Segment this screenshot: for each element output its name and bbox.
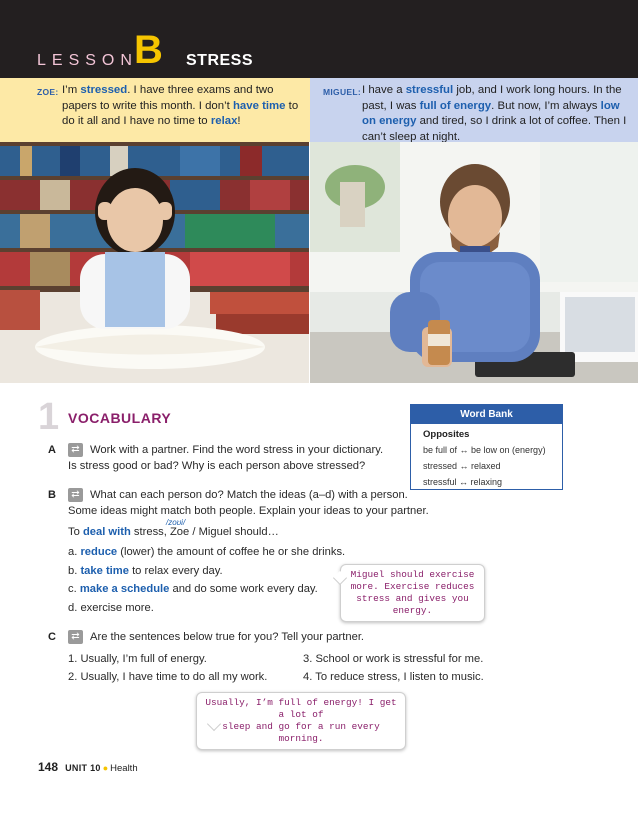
bubble-line: Miguel should exercise — [350, 569, 475, 580]
prompt-keyword: deal with — [82, 526, 131, 538]
exercise-b-prompt — [68, 526, 279, 538]
zoe-library-illustration — [0, 142, 309, 383]
option-text: and do some work every day. — [169, 583, 318, 595]
word-bank-box — [410, 404, 563, 490]
statement-3: 3. School or work is stressful for me. — [303, 653, 484, 665]
miguel-keyword-stressful: stressful — [405, 84, 454, 96]
option-c — [68, 583, 318, 595]
option-label: b. — [68, 565, 78, 577]
option-label: d. — [68, 602, 78, 614]
zoe-keyword-relax: relax — [210, 115, 238, 127]
miguel-photo — [310, 142, 638, 383]
exercise-b-instruction: What can each person do? Match the ideas (a–d) with a person. — [90, 489, 408, 501]
miguel-speaker-label: MIGUEL: — [323, 87, 361, 97]
word-bank-row: be full of ↔ be low on (energy) — [423, 445, 546, 455]
exercise-a-instruction: Work with a partner. Find the word stress in your dictionary. — [90, 444, 384, 456]
miguel-quote-box — [310, 78, 638, 142]
option-text: exercise more. — [80, 602, 154, 614]
zoe-pronunciation: /zoʊi/ — [166, 518, 186, 527]
zoe-quote-box — [0, 78, 310, 142]
bubble-tail — [333, 571, 347, 585]
bubble-line: sleep and go for a run every morning. — [222, 721, 380, 744]
pair-work-icon: ⇄ — [68, 488, 83, 502]
word-bank-subtitle: Opposites — [423, 429, 470, 440]
zoe-text-part: I’m — [62, 84, 81, 96]
zoe-keyword-stressed: stressed — [80, 84, 128, 96]
pair-work-icon: ⇄ — [68, 443, 83, 457]
exercise-c-letter: C — [48, 631, 56, 643]
zoe-quote-text — [62, 83, 302, 130]
exercise-a-letter: A — [48, 444, 56, 456]
bubble-line: stress and gives you energy. — [356, 593, 469, 616]
pair-work-icon: ⇄ — [68, 630, 83, 644]
speech-bubble-miguel-advice — [340, 564, 485, 622]
bubble-line: more. Exercise reduces — [350, 581, 475, 592]
zoe-speaker-label: ZOE: — [37, 87, 59, 97]
page-number: 148 — [38, 760, 59, 774]
option-d — [68, 602, 154, 614]
exercise-a-question: Is stress good or bad? Why is each person above stressed? — [68, 460, 366, 472]
bullet-dot-icon: ● — [102, 763, 109, 773]
zoe-keyword-have-time: have time — [232, 99, 286, 112]
option-a — [68, 546, 345, 558]
option-keyword: take time — [80, 565, 129, 577]
miguel-text-part: I have a — [362, 84, 406, 96]
word-bank-title: Word Bank — [411, 405, 562, 424]
section-title: VOCABULARY — [68, 410, 172, 426]
lesson-title: STRESS — [186, 52, 254, 69]
unit-label: UNIT 10 — [65, 763, 101, 773]
miguel-keyword-full-of-energy: full of energy — [419, 99, 492, 112]
miguel-office-illustration — [310, 142, 638, 383]
zoe-text-part: ! — [237, 115, 241, 127]
exercise-b-instruction-2: Some ideas might match both people. Explain your ideas to your partner. — [68, 505, 429, 517]
option-keyword: make a schedule — [79, 583, 170, 595]
photo-strip — [0, 142, 638, 383]
word-bank-row: stressed ↔ relaxed — [423, 461, 501, 471]
word-bank-row: stressful ↔ relaxing — [423, 477, 503, 487]
miguel-keyword-low-on-energy: low on energy — [362, 99, 620, 127]
option-label: a. — [68, 546, 78, 558]
section-number: 1 — [38, 396, 60, 438]
zoe-text-part: . I have three exams and two papers to write this month. I don’t — [62, 84, 274, 112]
statement-4: 4. To reduce stress, I listen to music. — [303, 671, 484, 683]
option-label: c. — [68, 583, 77, 595]
unit-topic: Health — [110, 763, 138, 774]
option-keyword: reduce — [80, 546, 118, 558]
speech-bubble-energy-example — [196, 692, 406, 750]
miguel-text-part: and tired, so I drink a lot of coffee. Then I can’t sleep at night. — [362, 115, 627, 143]
miguel-text-part: . But now, I’m always — [491, 99, 601, 112]
exercise-c-instruction: Are the sentences below true for you? Tell your partner. — [90, 631, 365, 643]
miguel-text-part: job, and I work long hours. In the past, I was — [362, 84, 622, 112]
exercise-b-letter: B — [48, 489, 56, 501]
statement-1: 1. Usually, I’m full of energy. — [68, 653, 207, 665]
zoe-photo — [0, 142, 309, 383]
option-text: to relax every day. — [128, 565, 223, 577]
miguel-quote-text — [362, 83, 630, 145]
prompt-text: stress, Zoe / Miguel should… — [130, 526, 279, 538]
lesson-label: LESSON — [37, 52, 138, 69]
prompt-text: To — [68, 526, 83, 538]
zoe-text-part: to do it all and I have no time to — [62, 99, 299, 127]
bubble-line: Usually, I’m full of energy! I get a lot of — [205, 697, 397, 720]
option-b — [68, 565, 223, 577]
page-footer — [38, 760, 138, 774]
statement-2: 2. Usually, I have time to do all my work. — [68, 671, 268, 683]
lesson-letter: B — [134, 28, 163, 72]
option-text: (lower) the amount of coffee he or she drinks. — [117, 546, 346, 558]
